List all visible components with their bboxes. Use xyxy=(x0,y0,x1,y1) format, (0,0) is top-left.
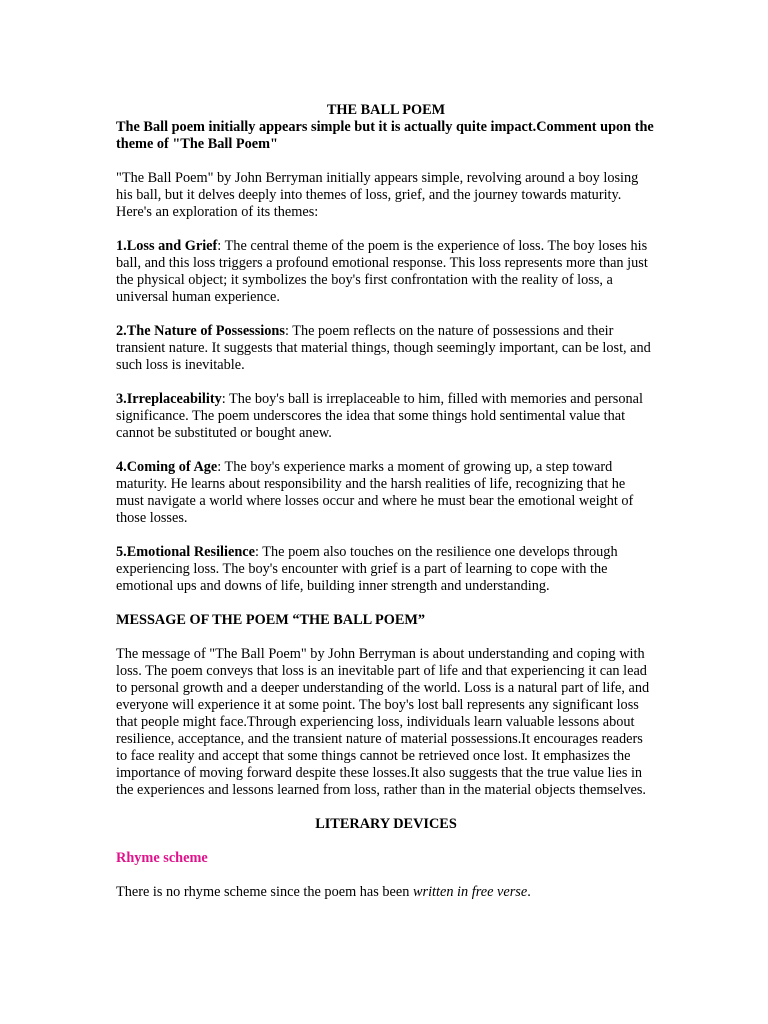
theme-paragraph-2 xyxy=(116,323,656,374)
rhyme-text-italic: written in free verse xyxy=(412,884,528,900)
theme-paragraph-5 xyxy=(116,544,656,595)
theme-text-3: : The boy's ball is irreplaceable to him, filled with memories and personal significance. The poem underscores the idea that some things hold sentimental value that cannot be substituted or bought anew. xyxy=(116,391,643,441)
theme-text-1: : The central theme of the poem is the experience of loss. The boy loses his ball, and this loss triggers a profound emotional response. This loss represents more than just the physical object; it symbolizes the boy's first confrontation with the reality of loss, a universal human experience. xyxy=(116,238,648,305)
theme-text-5: : The poem also touches on the resilience one develops through experiencing loss. The boy's encounter with grief is a part of learning to cope with the emotional ups and downs of life, building inner strength and understanding. xyxy=(116,544,618,594)
rhyme-text-start: There is no rhyme scheme since the poem has been xyxy=(116,884,413,900)
rhyme-scheme-heading: Rhyme scheme xyxy=(116,850,208,866)
literary-devices-heading: LITERARY DEVICES xyxy=(315,816,457,832)
theme-title-2: 2.The Nature of Possessions xyxy=(116,323,285,339)
message-heading: MESSAGE OF THE POEM “THE BALL POEM” xyxy=(116,612,426,628)
theme-paragraph-3 xyxy=(116,391,656,442)
document-body xyxy=(116,102,656,901)
question-text: The Ball poem initially appears simple but it is actually quite impact.Comment upon the theme of "The Ball Poem" xyxy=(116,119,654,152)
theme-title-5: 5.Emotional Resilience xyxy=(116,544,255,560)
theme-text-2: : The poem reflects on the nature of possessions and their transient nature. It suggests that material things, though seemingly important, can be lost, and such loss is inevitable. xyxy=(116,323,651,373)
message-paragraph: The message of "The Ball Poem" by John Berryman is about understanding and coping with loss. The poem conveys that loss is an inevitable part of life and that experiencing it can lead to personal growth and a deeper understanding of the world. Loss is a natural part of life, and everyone will experience it at some point. The boy's lost ball represents any significant loss that people might face.Through experiencing loss, individuals learn valuable lessons about resilience, acceptance, and the transient nature of material possessions.It encourages readers to face reality and accept that some things cannot be retrieved once lost. It emphasizes the importance of moving forward despite these losses.It also suggests that the true value lies in the experiences and lessons learned from loss, rather than in the material objects themselves. xyxy=(116,646,650,798)
theme-title-1: 1.Loss and Grief xyxy=(116,238,218,254)
theme-text-4: : The boy's experience marks a moment of growing up, a step toward maturity. He learns about responsibility and the harsh realities of life, recognizing that he must navigate a world where losses occur and where he must bear the emotional weight of those losses. xyxy=(116,459,634,526)
intro-paragraph: "The Ball Poem" by John Berryman initially appears simple, revolving around a boy losing his ball, but it delves deeply into themes of loss, grief, and the journey towards maturity. Here's an exploration of its themes: xyxy=(116,170,639,220)
theme-title-3: 3.Irreplaceability xyxy=(116,391,222,407)
rhyme-scheme-paragraph xyxy=(116,884,656,901)
document-title: THE BALL POEM xyxy=(326,102,446,118)
theme-paragraph-4 xyxy=(116,459,656,527)
theme-title-4: 4.Coming of Age xyxy=(116,459,218,475)
theme-paragraph-1 xyxy=(116,238,656,306)
rhyme-text-end: . xyxy=(527,884,531,900)
